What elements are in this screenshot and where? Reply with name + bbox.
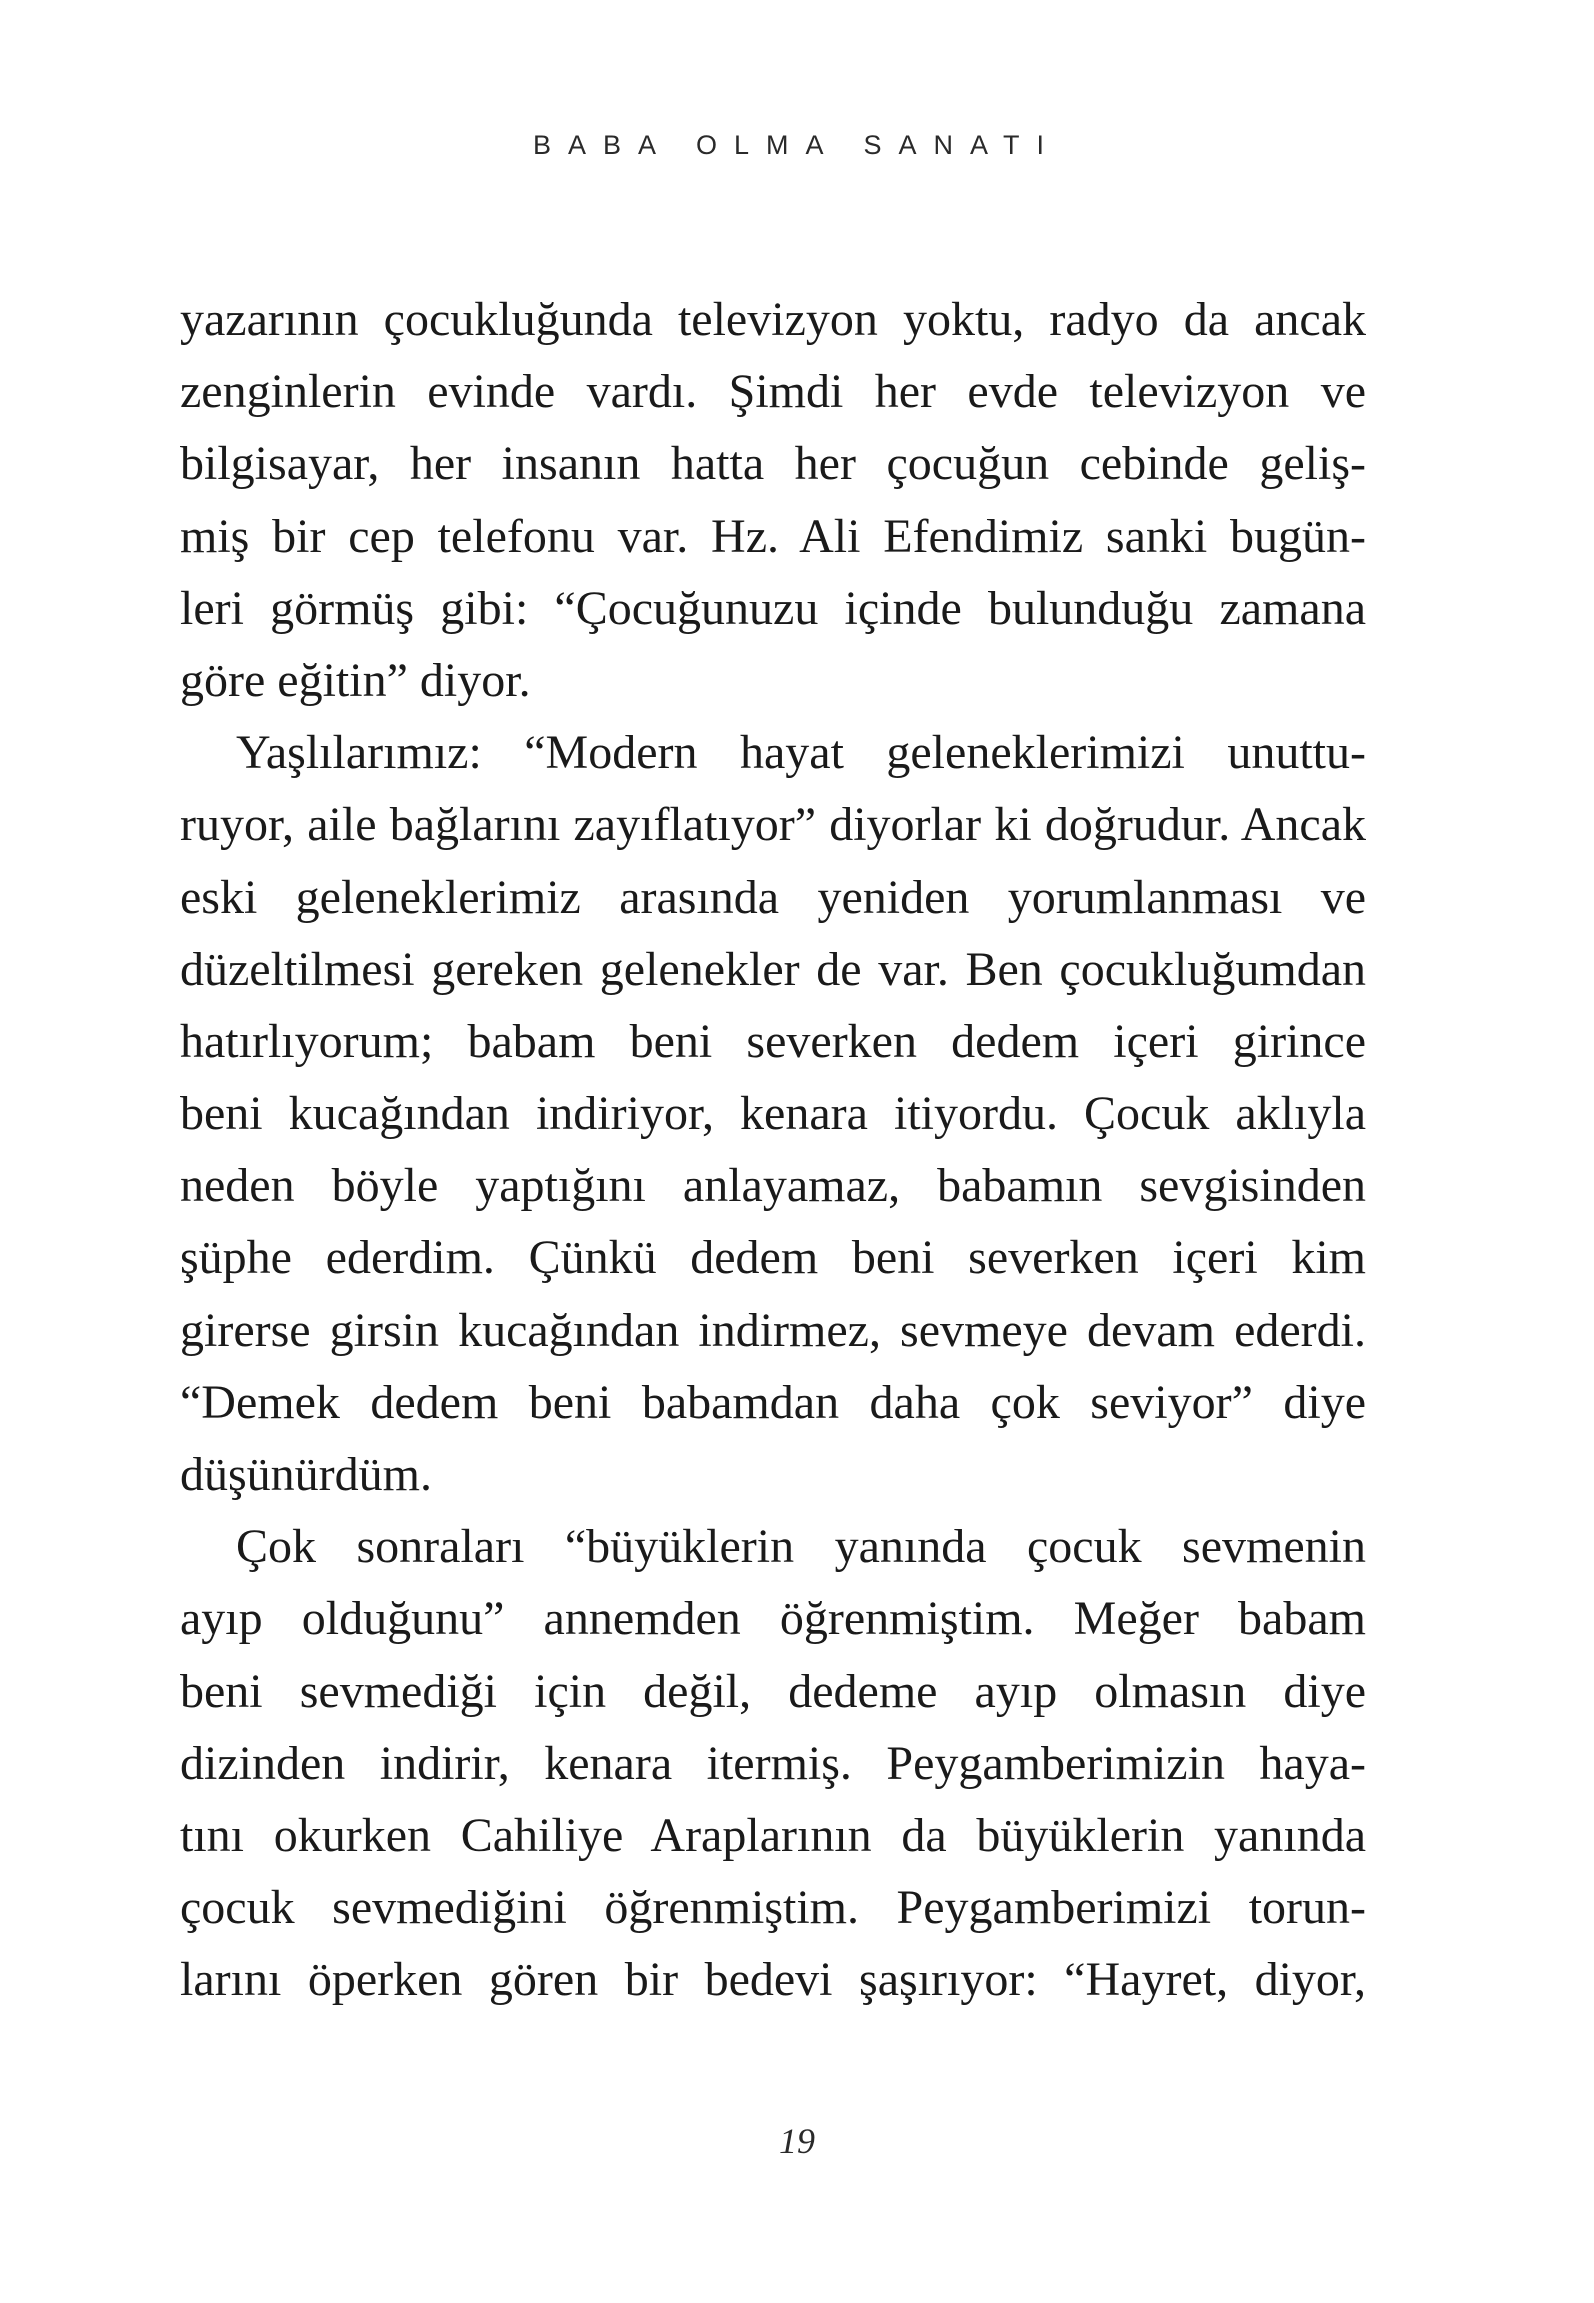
text-line: çocuk sevmediğini öğrenmiştim. Peygamberimizi torun- bbox=[180, 1881, 1366, 1935]
text-line: girerse girsin kucağından indirmez, sevmeye devam ederdi. bbox=[180, 1303, 1366, 1357]
text-line: leri görmüş gibi: “Çocuğunuzu içinde bulunduğu zamana bbox=[180, 581, 1366, 635]
text-line: göre eğitin” diyor. bbox=[180, 653, 531, 707]
text-line: beni sevmediği için değil, dedeme ayıp olmasın diye bbox=[180, 1664, 1366, 1718]
text-line: tını okurken Cahiliye Araplarının da büyüklerin yanında bbox=[180, 1808, 1366, 1862]
text-line: ruyor, aile bağlarını zayıflatıyor” diyorlar ki doğrudur. Ancak bbox=[180, 798, 1366, 852]
text-line: miş bir cep telefonu var. Hz. Ali Efendimiz sanki bugün- bbox=[180, 509, 1366, 563]
text-line: “Demek dedem beni babamdan daha çok seviyor” diye bbox=[180, 1375, 1366, 1429]
body-text bbox=[180, 284, 1366, 2017]
text-line: şüphe ederdim. Çünkü dedem beni severken içeri kim bbox=[180, 1231, 1366, 1285]
text-line: beni kucağından indiriyor, kenara itiyordu. Çocuk aklıyla bbox=[180, 1087, 1366, 1141]
text-line: düzeltilmesi gereken gelenekler de var. Ben çocukluğumdan bbox=[180, 942, 1366, 996]
text-line: eski geleneklerimiz arasında yeniden yorumlanması ve bbox=[180, 870, 1366, 924]
text-line: Yaşlılarımız: “Modern hayat geleneklerimizi unuttu- bbox=[236, 726, 1366, 780]
text-line: bilgisayar, her insanın hatta her çocuğun cebinde geliş- bbox=[180, 437, 1366, 491]
text-line: zenginlerin evinde vardı. Şimdi her evde televizyon ve bbox=[180, 365, 1366, 419]
text-line: yazarının çocukluğunda televizyon yoktu, radyo da ancak bbox=[180, 293, 1366, 346]
page-number: 19 bbox=[779, 2121, 815, 2161]
text-line: dizinden indirir, kenara itermiş. Peygamberimizin haya- bbox=[180, 1736, 1366, 1790]
text-line: larını öperken gören bir bedevi şaşırıyor: “Hayret, diyor, bbox=[180, 1953, 1366, 2007]
text-line: ayıp olduğunu” annemden öğrenmiştim. Meğer babam bbox=[180, 1592, 1366, 1646]
text-line: Çok sonraları “büyüklerin yanında çocuk sevmenin bbox=[236, 1520, 1366, 1574]
text-line: hatırlıyorum; babam beni severken dedem içeri girince bbox=[180, 1014, 1366, 1068]
text-line: neden böyle yaptığını anlayamaz, babamın sevgisinden bbox=[180, 1159, 1366, 1213]
running-header: BABA OLMA SANATI bbox=[532, 130, 1062, 160]
text-line: düşünürdüm. bbox=[180, 1448, 432, 1501]
